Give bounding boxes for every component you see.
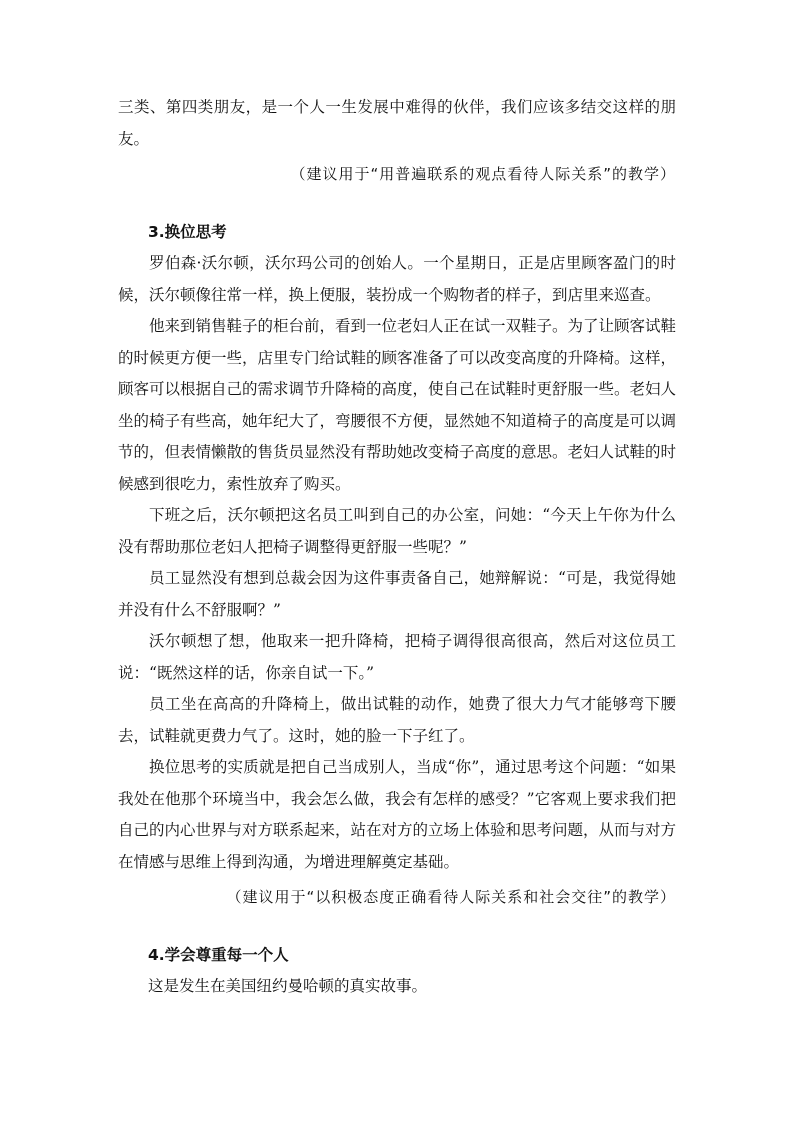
section-3-paragraph-7: 换位思考的实质就是把自己当成别人，当成“你”，通过思考这个问题：“如果我处在他那个环境当中，我会怎么做，我会有怎样的感受？”它客观上要求我们把自己的内心世界与对方联系起来，站在对方的立场上体验和思考问题，从而与对方在情感与思维上得到沟通，为增进理解奠定基础。 — [118, 758, 677, 871]
section-3-paragraph-4: 员工显然没有想到总裁会因为这件事责备自己，她辩解说：“可是，我觉得她并没有什么不舒服啊？” — [118, 569, 676, 619]
section-3-paragraph-1: 罗伯森·沃尔顿，沃尔玛公司的创始人。一个星期日，正是店里顾客盈门的时候，沃尔顿像往常一样，换上便服，装扮成一个购物者的样子，到店里来巡查。 — [118, 254, 676, 304]
section-3-heading: 3.换位思考 — [148, 222, 227, 241]
teaching-note-1: （建议用于“用普遍联系的观点看待人际关系”的教学） — [290, 165, 676, 183]
section-3-paragraph-3: 下班之后，沃尔顿把这名员工叫到自己的办公室，问她：“今天上午你为什么没有帮助那位老妇人把椅子调整得更舒服一些呢？” — [118, 506, 676, 556]
document-body — [118, 92, 676, 1003]
intro-paragraph: 三类、第四类朋友，是一个人一生发展中难得的伙伴，我们应该多结交这样的朋友。 — [118, 98, 676, 148]
section-3-paragraph-2: 他来到销售鞋子的柜台前，看到一位老妇人正在试一双鞋子。为了让顾客试鞋的时候更方便一些，店里专门给试鞋的顾客准备了可以改变高度的升降椅。这样，顾客可以根据自己的需求调节升降椅的高度，使自己在试鞋时更舒服一些。老妇人坐的椅子有些高，她年纪大了，弯腰很不方便，显然她不知道椅子的高度是可以调节的，但表情懒散的售货员显然没有帮助她改变椅子高度的意思。老妇人试鞋的时候感到很吃力，索性放弃了购买。 — [118, 317, 677, 493]
section-3-paragraph-6: 员工坐在高高的升降椅上，做出试鞋的动作，她费了很大力气才能够弯下腰去，试鞋就更费力气了。这时，她的脸一下子红了。 — [118, 695, 676, 745]
section-3-paragraph-5: 沃尔顿想了想，他取来一把升降椅，把椅子调得很高很高，然后对这位员工说：“既然这样的话，你亲自试一下。” — [118, 632, 676, 682]
section-4-paragraph-1: 这是发生在美国纽约曼哈顿的真实故事。 — [148, 977, 428, 995]
section-4-heading: 4.学会尊重每一个人 — [148, 945, 289, 964]
teaching-note-2: （建议用于“以积极态度正确看待人际关系和社会交往”的教学） — [226, 888, 676, 906]
